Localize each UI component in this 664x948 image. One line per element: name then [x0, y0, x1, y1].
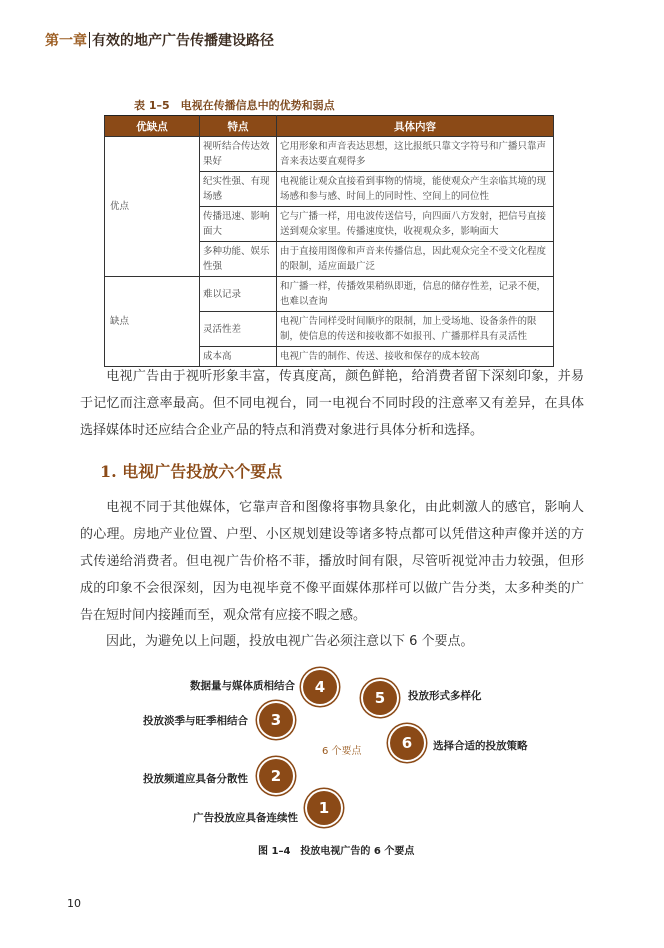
diagram-center-label: 6 个要点 [322, 746, 362, 757]
running-header [45, 30, 274, 50]
paragraph-text: 电视不同于其他媒体，它靠声音和图像将事物具象化，由此刺激人的感官，影响人的心理。房地产业位置、户型、小区规划建设等诸多特点都可以凭借这种声像并送的方式传递给消费者。但电视广告价格不菲，播放时间有限，尽管听视觉冲击力较强，但形成的印象不会很深刻，因为电视毕竟不像平面媒体那样可以做广告分类，太多种类的广告在短时间内接踵而至，观众常有应接不暇之感。 [80, 500, 584, 623]
point-circle-1: 1 [307, 791, 341, 825]
content-cell: 电视广告同样受时间顺序的限制，加上受场地、设备条件的限制，使信息的传送和接收都不如报刊、广播那样具有灵活性 [277, 312, 554, 347]
point-label-3: 投放淡季与旺季相结合 [143, 715, 248, 727]
point-label-4: 数据量与媒体质相结合 [190, 680, 295, 692]
point-circle-2: 2 [259, 759, 293, 793]
chapter-title: 有效的地产广告传播建设路径 [92, 33, 274, 49]
column-header: 具体内容 [277, 116, 554, 137]
section-title: 1. 电视广告投放六个要点 [100, 462, 283, 481]
point-label-2: 投放频道应具备分散性 [143, 773, 248, 785]
point-label-1: 广告投放应具备连续性 [193, 812, 298, 824]
point-circle-6: 6 [390, 726, 424, 760]
group-cell: 缺点 [105, 277, 200, 367]
table-row [105, 277, 554, 312]
paragraph-text: 因此，为避免以上问题，投放电视广告必须注意以下 6 个要点。 [106, 634, 474, 649]
table-caption: 表 1–5 电视在传播信息中的优势和弱点 [134, 99, 335, 112]
content-cell: 由于直接用图像和声音来传播信息，因此观众完全不受文化程度的限制，适应面最广泛 [277, 242, 554, 277]
content-cell: 它用形象和声音表达思想，这比报纸只靠文字符号和广播只靠声音来表达要直观得多 [277, 137, 554, 172]
content-cell: 它与广播一样，用电波传送信号，向四面八方发射，把信号直接送到观众家里。传播速度快，收视观众多，影响面大 [277, 207, 554, 242]
feature-cell: 多种功能、娱乐性强 [200, 242, 277, 277]
point-circle-4: 4 [303, 670, 337, 704]
paragraph-text: 电视广告由于视听形象丰富，传真度高，颜色鲜艳，给消费者留下深刻印象，并易于记忆而注意率最高。但不同电视台，同一电视台不同时段的注意率又有差异，在具体选择媒体时还应结合企业产品的特点和消费对象进行具体分析和选择。 [80, 369, 584, 438]
feature-cell: 成本高 [200, 347, 277, 367]
point-label-5: 投放形式多样化 [408, 690, 482, 702]
content-cell: 电视广告的制作、传送、接收和保存的成本较高 [277, 347, 554, 367]
paragraph [80, 494, 584, 629]
content-cell: 和广播一样，传播效果稍纵即逝，信息的储存性差，记录不便，也难以查询 [277, 277, 554, 312]
group-cell: 优点 [105, 137, 200, 277]
chapter-label: 第一章 [45, 33, 87, 49]
paragraph [80, 363, 584, 444]
column-header: 优缺点 [105, 116, 200, 137]
feature-cell: 纪实性强、有现场感 [200, 172, 277, 207]
figure-caption: 图 1–4 投放电视广告的 6 个要点 [258, 846, 415, 857]
point-label-6: 选择合适的投放策略 [433, 740, 528, 752]
table-header-row [105, 116, 554, 137]
feature-cell: 传播迅速、影响面大 [200, 207, 277, 242]
feature-cell: 难以记录 [200, 277, 277, 312]
feature-cell: 灵活性差 [200, 312, 277, 347]
content-cell: 电视能让观众直接看到事物的情境，能使观众产生亲临其境的现场感和参与感、时间上的同时性、空间上的同位性 [277, 172, 554, 207]
point-circle-5: 5 [363, 681, 397, 715]
page-number: 10 [67, 897, 81, 910]
header-divider [89, 32, 90, 48]
table-row [105, 137, 554, 172]
point-circle-3: 3 [259, 703, 293, 737]
feature-cell: 视听结合传达效果好 [200, 137, 277, 172]
paragraph [80, 628, 584, 655]
column-header: 特点 [200, 116, 277, 137]
advantages-table [104, 115, 554, 367]
